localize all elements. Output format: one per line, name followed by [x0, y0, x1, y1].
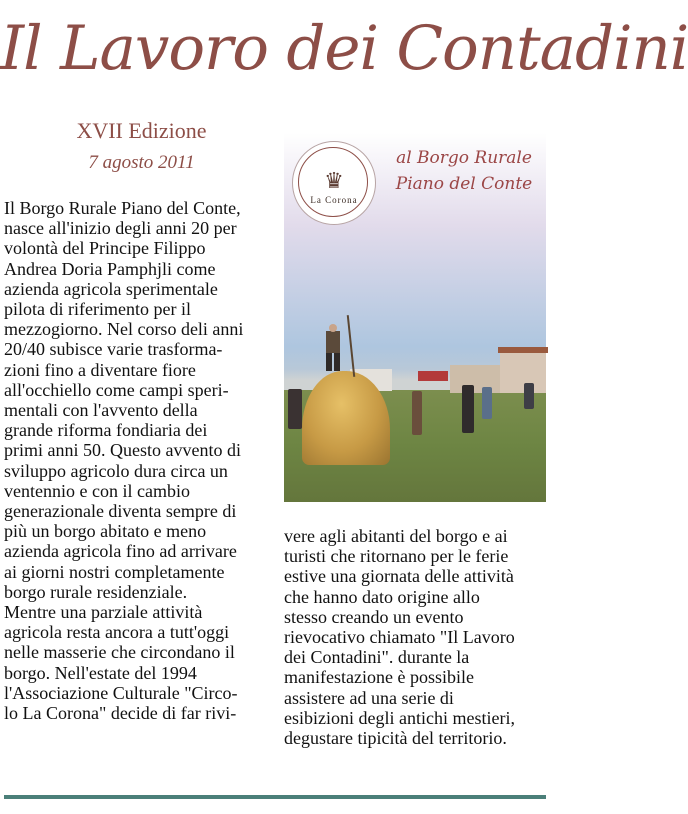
caption-line: al Borgo Rurale: [396, 148, 532, 168]
article-line: azienda agricola fino ad arrivare: [4, 541, 237, 562]
person: [288, 389, 302, 429]
article-line: più un borgo abitato e meno: [4, 521, 207, 542]
article-line: l'Associazione Culturale "Circo-: [4, 682, 238, 703]
article-line: volontà del Principe Filippo: [4, 238, 206, 259]
article-line: lo La Corona" decide di far rivi-: [4, 703, 237, 724]
building: [500, 351, 546, 393]
article-line: pilota di riferimento per il: [4, 299, 191, 320]
article-column-left: [4, 198, 269, 723]
farmer-figure: [326, 331, 340, 353]
edition-label: XVII Edizione: [76, 118, 207, 143]
article-line: turisti che ritornano per le ferie: [284, 546, 509, 567]
farmer-leg: [326, 353, 332, 371]
article-line: mentali con l'avvento della: [4, 400, 198, 421]
article-line: manifestazione è possibile: [284, 667, 474, 688]
logo-label: La Corona: [310, 195, 358, 205]
article-line: borgo rurale residenziale.: [4, 581, 188, 602]
article-line: primi anni 50. Questo avvento di: [4, 440, 241, 461]
red-machine: [418, 371, 448, 381]
article-line: estive una giornata delle attività: [284, 566, 514, 587]
person: [482, 387, 492, 419]
article-line: agricola resta ancora a tutt'oggi: [4, 622, 230, 643]
article-line: Mentre una parziale attività: [4, 602, 203, 623]
article-line: dei Contadini". durante la: [284, 647, 470, 668]
article-line: Andrea Doria Pamphjli come: [4, 258, 216, 279]
article-line: assistere ad una serie di: [284, 687, 454, 708]
article-line: Il Borgo Rurale Piano del Conte,: [4, 198, 241, 218]
article-line: vere agli abitanti del borgo e ai: [284, 526, 508, 546]
article-line: che hanno dato origine allo: [284, 586, 480, 607]
pitchfork: [347, 315, 355, 377]
article-line: rievocativo chiamato "Il Lavoro: [284, 627, 515, 648]
article-line: borgo. Nell'estate del 1994: [4, 662, 197, 683]
la-corona-logo: [292, 141, 376, 225]
person: [462, 385, 474, 433]
article-line: ventennio e con il cambio: [4, 480, 190, 501]
article-column-right: [284, 526, 546, 748]
farmer-head: [329, 324, 337, 332]
footer-rule: [4, 795, 546, 799]
crown-icon: ♛: [324, 169, 344, 194]
farmer-leg: [334, 353, 340, 371]
person: [412, 391, 422, 435]
person: [524, 383, 534, 409]
building: [450, 365, 500, 393]
article-line: zioni fino a diventare fiore: [4, 359, 196, 380]
article-line: 20/40 subisce varie trasforma-: [4, 339, 223, 360]
photo-caption: [384, 145, 544, 197]
article-line: mezzogiorno. Nel corso deli anni: [4, 319, 244, 340]
article-line: stesso creando un evento: [284, 606, 464, 627]
event-date: 7 agosto 2011: [88, 152, 195, 173]
article-line: generazionale diventa sempre di: [4, 501, 237, 522]
article-line: azienda agricola sperimentale: [4, 278, 218, 299]
article-line: degustare tipicità del territorio.: [284, 728, 507, 749]
caption-line: Piano del Conte: [395, 174, 533, 194]
page-title: Il Lavoro dei Contadini: [0, 13, 688, 84]
article-line: sviluppo agricolo dura circa un: [4, 460, 228, 481]
article-line: nasce all'inizio degli anni 20 per: [4, 218, 237, 239]
article-line: grande riforma fondiaria dei: [4, 420, 208, 441]
article-line: ai giorni nostri completamente: [4, 561, 225, 582]
article-line: nelle masserie che circondano il: [4, 642, 235, 663]
article-line: esibizioni degli antichi mestieri,: [284, 707, 515, 728]
event-photo: [284, 133, 546, 502]
article-line: all'occhiello come campi speri-: [4, 379, 229, 400]
roof: [498, 347, 548, 353]
